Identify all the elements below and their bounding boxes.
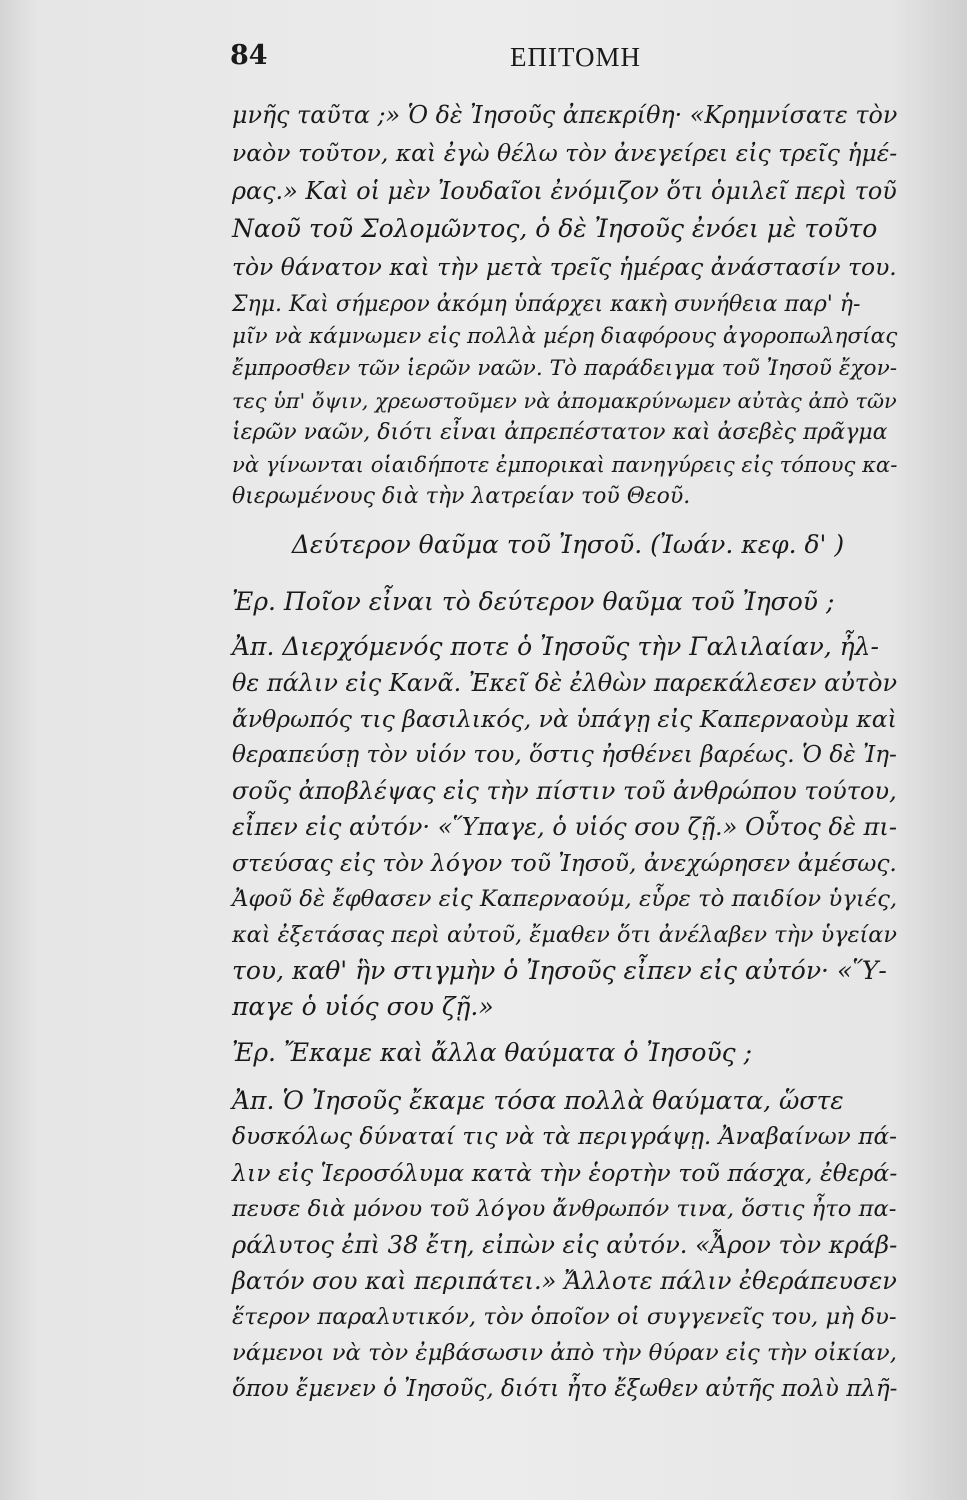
answer-line: Ἀφοῦ δὲ ἔφθασεν εἰς Καπερναούμ, εὗρε τὸ παιδίον ὑγιές,: [232, 886, 898, 912]
note-line: ἱερῶν ναῶν, διότι εἶναι ἀπρεπέστατον καὶ ἀσεβὲς πρᾶγμα: [232, 420, 888, 445]
text-line: μνῆς ταῦτα ;» Ὁ δὲ Ἰησοῦς ἀπεκρίθη· «Κρημνίσατε τὸν: [232, 101, 898, 129]
answer-line: λιν εἰς Ἱεροσόλυμα κατὰ τὴν ἑορτὴν τοῦ πάσχα, ἐθερά-: [232, 1159, 898, 1187]
note-line: Σημ. Καὶ σήμερον ἀκόμη ὑπάρχει κακὴ συνήθεια παρ' ἡ-: [232, 292, 861, 317]
note-line: μῖν νὰ κάμνωμεν εἰς πολλὰ μέρη διαφόρους ἀγοροπωλησίας: [232, 324, 898, 349]
question-line: Ἐρ. Ποῖον εἶναι τὸ δεύτερον θαῦμα τοῦ Ἰησοῦ ;: [232, 587, 835, 616]
page-header: [230, 30, 910, 80]
text-line: ναὸν τοῦτον, καὶ ἐγὼ θέλω τὸν ἀνεγείρει εἰς τρεῖς ἡμέ-: [232, 139, 898, 167]
answer-line: ἄνθρωπός τις βασιλικός, νὰ ὑπάγῃ εἰς Καπερναοὺμ καὶ: [232, 705, 897, 733]
answer-line: ράλυτος ἐπὶ 38 ἔτη, εἰπὼν εἰς αὐτόν. «Ἆρον τὸν κράβ-: [232, 1231, 898, 1259]
running-title: ΕΠΙΤΟΜΗ: [510, 42, 641, 72]
answer-line: πευσε διὰ μόνου τοῦ λόγου ἄνθρωπόν τινα, ὅστις ἦτο πα-: [232, 1196, 897, 1222]
answer-line: σοῦς ἀποβλέψας εἰς τὴν πίστιν τοῦ ἀνθρώπου τούτου,: [232, 777, 897, 805]
page-number: 84: [230, 40, 268, 71]
answer-line: καὶ ἐξετάσας περὶ αὐτοῦ, ἔμαθεν ὅτι ἀνέλαβεν τὴν ὑγείαν: [232, 922, 897, 948]
answer-line: ὅπου ἔμενεν ὁ Ἰησοῦς, διότι ἦτο ἔξωθεν αὐτῆς πολὺ πλῆ-: [232, 1376, 898, 1402]
text-line: Ναοῦ τοῦ Σολομῶντος, ὁ δὲ Ἰησοῦς ἐνόει μὲ τοῦτο: [232, 214, 878, 243]
answer-line: Ἀπ. Διερχόμενός ποτε ὁ Ἰησοῦς τὴν Γαλιλαίαν, ἦλ-: [232, 632, 879, 661]
answer-line: θεραπεύσῃ τὸν υἱόν του, ὅστις ἠσθένει βαρέως. Ὁ δὲ Ἰη-: [232, 741, 897, 768]
note-line: τες ὑπ' ὄψιν, χρεωστοῦμεν νὰ ἀπομακρύνωμεν αὐτὰς ἀπὸ τῶν: [232, 389, 897, 413]
answer-line: παγε ὁ υἱός σου ζῇ.»: [232, 992, 494, 1021]
note-line: θιερωμένους διὰ τὴν λατρείαν τοῦ Θεοῦ.: [232, 484, 691, 509]
note-line: νὰ γίνωνται οἱαιδήποτε ἐμπορικαὶ πανηγύρεις εἰς τόπους κα-: [232, 452, 898, 477]
section-heading: Δεύτερον θαῦμα τοῦ Ἰησοῦ. (Ἰωάν. κεφ. δ' ): [291, 530, 845, 559]
answer-line: νάμενοι νὰ τὸν ἐμβάσωσιν ἀπὸ τὴν θύραν εἰς τὴν οἰκίαν,: [232, 1340, 897, 1366]
text-line: τὸν θάνατον καὶ τὴν μετὰ τρεῖς ἡμέρας ἀνάστασίν του.: [232, 253, 897, 281]
answer-line: δυσκόλως δύναταί τις νὰ τὰ περιγράψῃ. Ἀναβαίνων πά-: [232, 1123, 898, 1150]
answer-line: θε πάλιν εἰς Κανᾶ. Ἐκεῖ δὲ ἐλθὼν παρεκάλεσεν αὐτὸν: [232, 669, 898, 697]
note-line: ἔμπροσθεν τῶν ἱερῶν ναῶν. Τὸ παράδειγμα τοῦ Ἰησοῦ ἔχον-: [232, 356, 898, 381]
text-line: ρας.» Καὶ οἱ μὲν Ἰουδαῖοι ἐνόμιζον ὅτι ὁμιλεῖ περὶ τοῦ: [232, 177, 897, 205]
answer-line: στεύσας εἰς τὸν λόγον τοῦ Ἰησοῦ, ἀνεχώρησεν ἀμέσως.: [232, 849, 897, 877]
answer-line: βατόν σου καὶ περιπάτει.» Ἄλλοτε πάλιν ἐθεράπευσεν: [232, 1267, 897, 1295]
answer-line: του, καθ' ἣν στιγμὴν ὁ Ἰησοῦς εἶπεν εἰς αὐτόν· «Ὕ-: [232, 956, 887, 985]
answer-line: Ἀπ. Ὁ Ἰησοῦς ἔκαμε τόσα πολλὰ θαύματα, ὥστε: [232, 1086, 844, 1115]
answer-line: ἕτερον παραλυτικόν, τὸν ὁποῖον οἱ συγγενεῖς του, μὴ δυ-: [232, 1304, 897, 1330]
question-line: Ἐρ. Ἔκαμε καὶ ἄλλα θαύματα ὁ Ἰησοῦς ;: [232, 1038, 753, 1067]
answer-line: εἶπεν εἰς αὐτόν· «Ὕπαγε, ὁ υἱός σου ζῇ.» Οὗτος δὲ πι-: [232, 813, 897, 841]
